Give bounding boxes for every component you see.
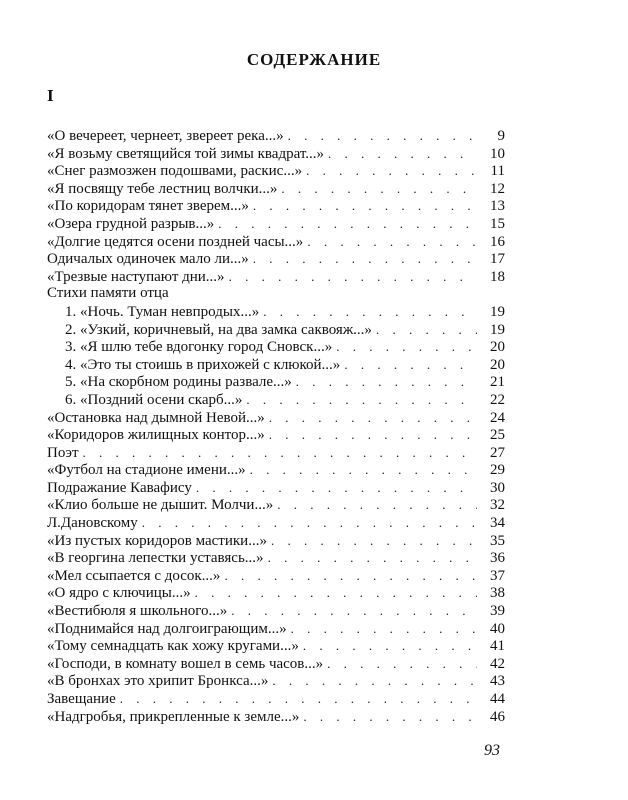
toc-entry-title: «Трезвые наступают дни...» <box>47 268 225 285</box>
toc-entry-title: Стихи памяти отца <box>47 285 169 302</box>
toc-entry-page: 17 <box>490 251 505 268</box>
dot-leader <box>328 145 477 163</box>
toc-entry <box>47 602 505 620</box>
toc-entry-page: 16 <box>490 233 505 250</box>
toc-entry-page: 34 <box>490 515 505 532</box>
toc-entry-page: 35 <box>490 532 505 549</box>
toc-entry-page: 44 <box>490 691 505 707</box>
toc-entry-page: 37 <box>490 567 505 584</box>
page-number: 93 <box>484 742 500 759</box>
toc-entry-title: «Футбол на стадионе имени...» <box>47 462 246 479</box>
toc-entry <box>47 426 505 444</box>
dot-leader <box>253 197 477 215</box>
toc-entry <box>47 549 505 567</box>
toc-entry <box>47 303 505 321</box>
toc-entry-title: «Озера грудной разрыв...» <box>47 215 215 232</box>
dot-leader <box>307 233 477 251</box>
dot-leader <box>195 584 477 602</box>
dot-leader <box>281 180 477 198</box>
toc-entry-page: 18 <box>490 268 505 285</box>
toc-entry-title: «О ядро с ключицы...» <box>47 585 191 602</box>
toc-entry-title: «Остановка над дымной Невой...» <box>47 409 265 426</box>
toc-entry-page: 15 <box>490 215 505 232</box>
toc-entry <box>47 409 505 427</box>
toc-entry <box>47 444 505 462</box>
dot-leader <box>272 672 477 690</box>
toc-entry-title: Подражание Кавафису <box>47 479 192 496</box>
toc-entry <box>47 567 505 585</box>
toc-entry-title: «В георгина лепестки уставясь...» <box>47 550 264 567</box>
dot-leader <box>303 637 477 655</box>
toc-entry <box>47 250 505 268</box>
toc-entry-page: 27 <box>490 444 505 461</box>
toc-entry-page: 19 <box>490 303 505 320</box>
toc-entry <box>47 321 505 339</box>
toc-entry-page: 30 <box>490 479 505 496</box>
dot-leader <box>306 162 477 180</box>
toc-entry <box>47 145 505 163</box>
dot-leader <box>271 532 477 550</box>
dot-leader <box>288 127 477 145</box>
toc-entry-title: «Поднимайся над долгоиграющим...» <box>47 620 287 637</box>
toc-entry-title: «Коридоров жилищных контор...» <box>47 427 265 444</box>
toc-entry-title: «Мел ссыпается с досок...» <box>47 567 221 584</box>
toc-entry-page: 38 <box>490 585 505 602</box>
toc-entry-title: «О вечереет, чернеет, звереет река...» <box>47 128 284 144</box>
toc-entry-title: 5. «На скорбном родины развале...» <box>65 374 292 391</box>
toc-entry <box>47 620 505 638</box>
toc-entry-title: 2. «Узкий, коричневый, на два замка саквояж...» <box>65 321 372 338</box>
toc-entry-title: «Клио больше не дышит. Молчи...» <box>47 497 274 514</box>
table-of-contents <box>47 127 505 725</box>
dot-leader <box>336 338 477 356</box>
toc-entry <box>47 532 505 550</box>
dot-leader <box>296 373 477 391</box>
toc-entry <box>47 637 505 655</box>
toc-entry-title: Л.Дановскому <box>47 515 138 532</box>
toc-entry <box>47 655 505 673</box>
toc-entry <box>47 496 505 514</box>
toc-entry-title: 4. «Это ты стоишь в прихожей с клюкой...» <box>65 356 341 373</box>
toc-entry <box>47 514 505 532</box>
toc-entry <box>47 338 505 356</box>
toc-entry-title: «Я возьму светящийся той зимы квадрат...» <box>47 145 325 162</box>
dot-leader <box>224 567 477 585</box>
toc-entry <box>47 584 505 602</box>
toc-entry <box>47 672 505 690</box>
page-title: СОДЕРЖАНИЕ <box>246 50 382 69</box>
dot-leader <box>344 356 477 374</box>
toc-entry-page: 25 <box>490 427 505 444</box>
dot-leader <box>231 602 477 620</box>
toc-entry <box>47 162 505 180</box>
toc-entry-title: «Вестибюля я школьного...» <box>47 603 228 620</box>
toc-entry <box>47 708 505 726</box>
toc-entry-page: 20 <box>490 339 505 356</box>
toc-entry-page: 21 <box>490 374 505 391</box>
dot-leader <box>277 496 477 514</box>
toc-entry-page: 42 <box>490 655 505 672</box>
toc-entry-title: «Надгробья, прикрепленные к земле...» <box>47 708 300 725</box>
toc-entry-title: 3. «Я шлю тебе вдогонку город Сновск...» <box>65 339 333 356</box>
toc-entry-page: 10 <box>490 145 505 162</box>
dot-leader <box>253 250 477 268</box>
toc-entry-page: 19 <box>490 321 505 338</box>
toc-entry-page: 41 <box>490 638 505 655</box>
dot-leader <box>196 479 477 497</box>
toc-entry-title: «Снег размозжен подошвами, раскис...» <box>47 163 303 180</box>
toc-entry <box>47 285 505 303</box>
toc-entry-page: 9 <box>497 128 505 144</box>
dot-leader <box>303 708 477 726</box>
toc-entry-page: 40 <box>490 620 505 637</box>
dot-leader <box>142 514 477 532</box>
toc-entry-page: 12 <box>490 180 505 197</box>
toc-entry <box>47 233 505 251</box>
toc-entry-title: «Долгие цедятся осени поздней часы...» <box>47 233 304 250</box>
dot-leader <box>83 444 477 462</box>
dot-leader <box>269 409 477 427</box>
dot-leader <box>250 461 477 479</box>
toc-entry <box>47 391 505 409</box>
toc-entry <box>47 690 505 708</box>
toc-entry <box>47 197 505 215</box>
toc-entry-title: «Тому семнадцать как хожу кругами...» <box>47 638 299 655</box>
dot-leader <box>376 321 477 339</box>
toc-entry-page: 29 <box>490 462 505 479</box>
toc-entry-page: 13 <box>490 198 505 215</box>
dot-leader <box>327 655 477 673</box>
toc-entry-page: 43 <box>490 673 505 690</box>
dot-leader <box>218 215 477 233</box>
toc-entry-title: «По коридорам тянет зверем...» <box>47 198 249 215</box>
toc-entry-title: «Я посвящу тебе лестниц волчки...» <box>47 180 278 197</box>
toc-entry-page: 46 <box>490 708 505 725</box>
toc-entry-title: 6. «Поздний осени скарб...» <box>65 391 243 408</box>
section-label: I <box>47 86 54 105</box>
toc-entry-title: Завещание <box>47 691 116 707</box>
toc-entry-page: 24 <box>490 409 505 426</box>
toc-entry-title: Поэт <box>47 444 79 461</box>
toc-entry <box>47 373 505 391</box>
toc-entry-page: 20 <box>490 356 505 373</box>
toc-entry-title: «Из пустых коридоров мастики...» <box>47 532 267 549</box>
toc-entry-page: 22 <box>490 391 505 408</box>
toc-entry <box>47 461 505 479</box>
toc-entry-title: 1. «Ночь. Туман невпродых...» <box>65 303 260 320</box>
toc-entry <box>47 479 505 497</box>
toc-entry-title: Одичалых одиночек мало ли...» <box>47 251 249 268</box>
toc-entry <box>47 268 505 286</box>
dot-leader <box>291 620 477 638</box>
toc-entry <box>47 180 505 198</box>
toc-entry <box>47 127 505 145</box>
toc-entry-page: 32 <box>490 497 505 514</box>
dot-leader <box>229 268 477 286</box>
toc-entry-title: «В бронхах это хрипит Бронкса...» <box>47 673 269 690</box>
dot-leader <box>268 549 477 567</box>
toc-entry <box>47 356 505 374</box>
dot-leader <box>246 391 477 409</box>
toc-entry-title: «Господи, в комнату вошел в семь часов...» <box>47 655 324 672</box>
toc-entry-page: 11 <box>490 163 505 180</box>
toc-entry-page: 39 <box>490 603 505 620</box>
dot-leader <box>263 303 477 321</box>
dot-leader <box>269 426 477 444</box>
toc-entry <box>47 215 505 233</box>
toc-entry-page: 36 <box>490 550 505 567</box>
dot-leader <box>120 690 477 708</box>
